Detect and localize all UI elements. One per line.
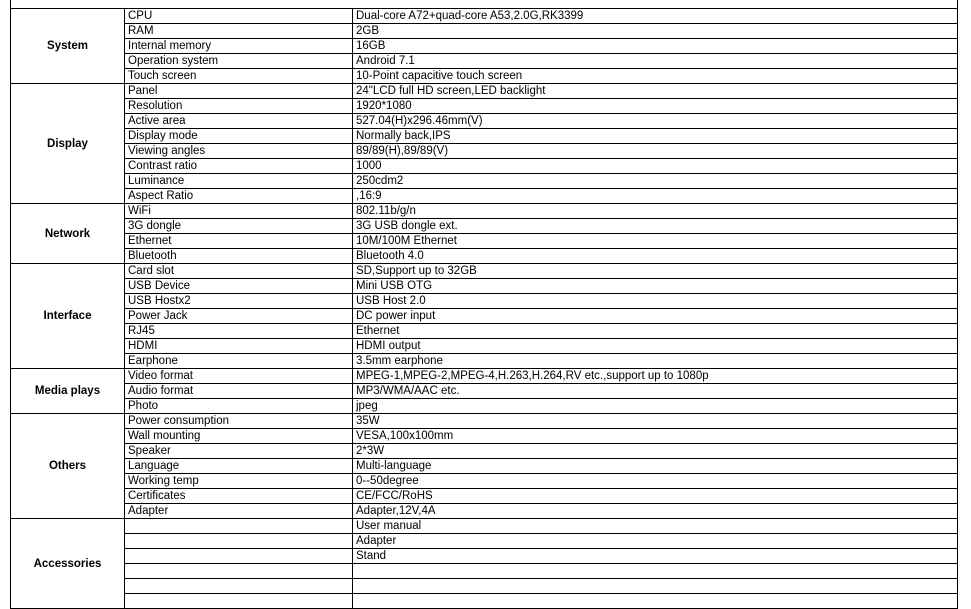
spec-label: RAM <box>125 24 353 39</box>
spec-label: Earphone <box>125 354 353 369</box>
category-cell: Display <box>11 84 125 204</box>
spec-value: 250cdm2 <box>353 174 958 189</box>
table-row <box>11 144 958 159</box>
top-border-stub <box>10 0 11 9</box>
spec-label: Power consumption <box>125 414 353 429</box>
category-cell: Others <box>11 414 125 519</box>
table-row <box>11 399 958 414</box>
spec-value <box>353 594 958 609</box>
category-cell: System <box>11 9 125 84</box>
table-row <box>11 309 958 324</box>
table-row <box>11 69 958 84</box>
spec-value: 2*3W <box>353 444 958 459</box>
spec-label: Contrast ratio <box>125 159 353 174</box>
spec-label: Ethernet <box>125 234 353 249</box>
spec-label <box>125 519 353 534</box>
spec-label <box>125 579 353 594</box>
table-row <box>11 549 958 564</box>
table-row <box>11 159 958 174</box>
spec-label: Working temp <box>125 474 353 489</box>
spec-value: Stand <box>353 549 958 564</box>
table-row <box>11 519 958 534</box>
table-row <box>11 99 958 114</box>
spec-label: Display mode <box>125 129 353 144</box>
spec-label: USB Hostx2 <box>125 294 353 309</box>
category-cell: Media plays <box>11 369 125 414</box>
table-row <box>11 594 958 609</box>
table-row <box>11 9 958 24</box>
table-row <box>11 249 958 264</box>
table-row <box>11 429 958 444</box>
spec-label: Bluetooth <box>125 249 353 264</box>
table-row <box>11 54 958 69</box>
spec-value: 89/89(H),89/89(V) <box>353 144 958 159</box>
spec-value: CE/FCC/RoHS <box>353 489 958 504</box>
spec-value: Mini USB OTG <box>353 279 958 294</box>
spec-label: Adapter <box>125 504 353 519</box>
spec-label: Operation system <box>125 54 353 69</box>
spec-label: Internal memory <box>125 39 353 54</box>
table-row <box>11 444 958 459</box>
spec-value: MPEG-1,MPEG-2,MPEG-4,H.263,H.264,RV etc.,support up to 1080p <box>353 369 958 384</box>
spec-label <box>125 564 353 579</box>
category-cell: Accessories <box>11 519 125 609</box>
table-row <box>11 339 958 354</box>
spec-label: Audio format <box>125 384 353 399</box>
spec-value: User manual <box>353 519 958 534</box>
spec-label: Video format <box>125 369 353 384</box>
spec-value: ,16:9 <box>353 189 958 204</box>
spec-value: 3G USB dongle ext. <box>353 219 958 234</box>
table-row <box>11 534 958 549</box>
spec-value: 10M/100M Ethernet <box>353 234 958 249</box>
spec-value: 0--50degree <box>353 474 958 489</box>
spec-label: CPU <box>125 9 353 24</box>
spec-value: 16GB <box>353 39 958 54</box>
spec-value: VESA,100x100mm <box>353 429 958 444</box>
spec-value: Adapter,12V,4A <box>353 504 958 519</box>
category-cell: Network <box>11 204 125 264</box>
spec-label: Language <box>125 459 353 474</box>
table-row <box>11 114 958 129</box>
table-row <box>11 219 958 234</box>
table-row <box>11 294 958 309</box>
spec-value: Android 7.1 <box>353 54 958 69</box>
spec-value: Adapter <box>353 534 958 549</box>
spec-value: 802.11b/g/n <box>353 204 958 219</box>
table-row <box>11 474 958 489</box>
spec-label: Resolution <box>125 99 353 114</box>
spec-label: Card slot <box>125 264 353 279</box>
spec-value: 527.04(H)x296.46mm(V) <box>353 114 958 129</box>
table-row <box>11 354 958 369</box>
spec-label: Wall mounting <box>125 429 353 444</box>
spec-value: Normally back,IPS <box>353 129 958 144</box>
spec-value: Dual-core A72+quad-core A53,2.0G,RK3399 <box>353 9 958 24</box>
table-row <box>11 504 958 519</box>
spec-label: Aspect Ratio <box>125 189 353 204</box>
table-row <box>11 264 958 279</box>
spec-label <box>125 594 353 609</box>
spec-value: 1920*1080 <box>353 99 958 114</box>
table-row <box>11 189 958 204</box>
spec-label <box>125 534 353 549</box>
spec-value: 1000 <box>353 159 958 174</box>
spec-label: Luminance <box>125 174 353 189</box>
table-row <box>11 84 958 99</box>
specification-table <box>10 0 958 609</box>
spec-value: HDMI output <box>353 339 958 354</box>
spec-label: Certificates <box>125 489 353 504</box>
spec-label: 3G dongle <box>125 219 353 234</box>
spec-label <box>125 549 353 564</box>
table-row <box>11 129 958 144</box>
table-row <box>11 174 958 189</box>
spec-value: 3.5mm earphone <box>353 354 958 369</box>
specification-table-body <box>11 0 958 609</box>
spec-label: Touch screen <box>125 69 353 84</box>
table-row <box>11 24 958 39</box>
table-top-row <box>11 0 958 9</box>
table-top-cell <box>11 0 958 9</box>
spec-label: Active area <box>125 114 353 129</box>
table-row <box>11 204 958 219</box>
spec-value: USB Host 2.0 <box>353 294 958 309</box>
spec-value: 2GB <box>353 24 958 39</box>
category-cell: Interface <box>11 264 125 369</box>
table-row <box>11 279 958 294</box>
table-row <box>11 579 958 594</box>
table-row <box>11 384 958 399</box>
spec-value: Ethernet <box>353 324 958 339</box>
spec-value: 35W <box>353 414 958 429</box>
table-row <box>11 564 958 579</box>
spec-label: HDMI <box>125 339 353 354</box>
spec-value: DC power input <box>353 309 958 324</box>
spec-sheet <box>10 0 957 603</box>
spec-value <box>353 564 958 579</box>
spec-label: Speaker <box>125 444 353 459</box>
spec-value: Multi-language <box>353 459 958 474</box>
table-row <box>11 369 958 384</box>
table-row <box>11 414 958 429</box>
spec-value <box>353 579 958 594</box>
spec-value: SD,Support up to 32GB <box>353 264 958 279</box>
spec-label: Power Jack <box>125 309 353 324</box>
table-row <box>11 39 958 54</box>
spec-label: Photo <box>125 399 353 414</box>
table-row <box>11 459 958 474</box>
spec-value: 10-Point capacitive touch screen <box>353 69 958 84</box>
table-row <box>11 234 958 249</box>
spec-label: WiFi <box>125 204 353 219</box>
spec-label: Panel <box>125 84 353 99</box>
spec-label: Viewing angles <box>125 144 353 159</box>
spec-value: MP3/WMA/AAC etc. <box>353 384 958 399</box>
spec-label: RJ45 <box>125 324 353 339</box>
table-row <box>11 489 958 504</box>
spec-value: Bluetooth 4.0 <box>353 249 958 264</box>
spec-label: USB Device <box>125 279 353 294</box>
table-row <box>11 324 958 339</box>
spec-value: jpeg <box>353 399 958 414</box>
spec-value: 24"LCD full HD screen,LED backlight <box>353 84 958 99</box>
